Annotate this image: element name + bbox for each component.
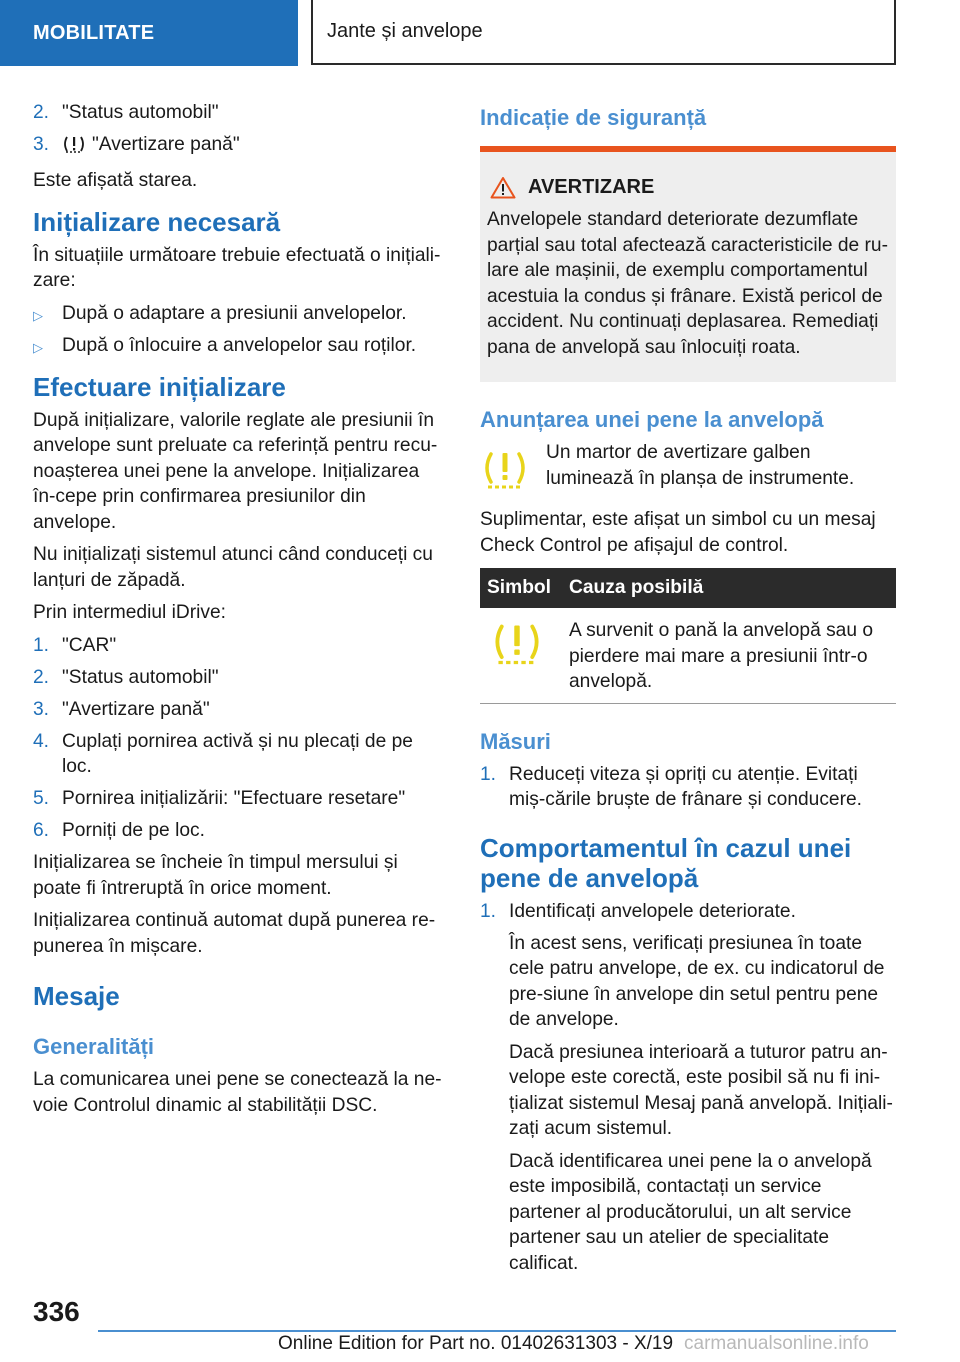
heading-perform-init: Efectuare inițializare	[33, 371, 286, 402]
table-header: Simbol	[480, 568, 562, 608]
warning-box	[480, 146, 896, 382]
heading-general: Generalități	[33, 1034, 155, 1059]
left-column	[33, 100, 443, 1125]
list-item: ▷ După o adaptare a presiunii anvelopelor.	[33, 301, 443, 327]
table-cell-symbol	[480, 608, 562, 703]
paragraph: În acest sens, verificați presiunea în toate cele patru anvelope, de ex. cu indicatorul de pre-siune în anvelope din setul pentru pene de anvelope.	[509, 932, 885, 1030]
footer-divider	[98, 1330, 896, 1332]
paragraph: Nu inițializați sistemul atunci când conduceți cu lanțuri de zăpadă.	[33, 544, 433, 591]
list-item: 5. Pornirea inițializării: "Efectuare resetare"	[33, 788, 406, 809]
warning-header	[487, 176, 890, 199]
heading-measures: Măsuri	[480, 728, 551, 754]
list-item: 2. "Status automobil"	[33, 666, 219, 688]
bullet-list	[33, 301, 443, 359]
table-row	[480, 608, 896, 703]
paragraph: Dacă presiunea interioară a tuturor patru an-velope este corectă, este posibil să nu fi ini-țializat sistemul Mesaj pană anvelopă. Inițiali-zați acum sistemul.	[509, 1041, 893, 1139]
list-item: 1. Reduceți viteza și opriți cu atenție. Evitați miș-cările bruște de frânare și conducere.	[480, 763, 862, 810]
heading-messages: Mesaje	[33, 981, 120, 1011]
list-item: 1. Identificați anvelopele deteriorate.	[480, 900, 796, 922]
table-header: Cauza posibilă	[562, 568, 896, 608]
paragraph: La comunicarea unei pene se conectează la ne-voie Controlul dinamic al stabilității DSC.	[33, 1069, 442, 1116]
flat-tire-warning-icon	[62, 134, 86, 162]
list-item: 2. "Status automobil"	[33, 102, 219, 123]
page-header	[0, 0, 960, 66]
steps-list	[33, 633, 443, 844]
menu-path-list	[33, 100, 443, 162]
list-item: 6. Porniți de pe loc.	[33, 820, 205, 841]
paragraph: Dacă identificarea unei pene la o anvelopă este imposibilă, contactați un service partener al producătorului, un alt service partener sau un atelier de specialitate calificat.	[509, 1150, 872, 1274]
edition-text: Online Edition for Part no. 01402631303 - X/19	[278, 1333, 674, 1354]
symbol-table	[480, 568, 896, 704]
warning-label: AVERTIZARE	[528, 176, 655, 198]
warning-triangle-icon	[490, 176, 516, 199]
list-item: 3. "Avertizare pană"	[33, 698, 210, 720]
indicator-text: Un martor de avertizare galben luminează în planșa de instrumente.	[546, 442, 855, 489]
heading-behavior: Comportamentul în cazul unei pene de anvelopă	[480, 832, 852, 893]
tpms-warning-icon	[487, 620, 547, 668]
list-item: 1. "CAR"	[33, 634, 117, 656]
paragraph: După inițializare, valorile reglate ale presiunii în anvelope sunt preluate ca referință pentru recu-noașterea unei pene la anvelope. Inițializarea în-cepe prin confirmarea presiunilor din anvelope.	[33, 409, 438, 533]
measures-list	[480, 762, 896, 813]
paragraph: În situațiile următoare trebuie efectuată o inițiali-zare:	[33, 244, 441, 291]
tpms-warning-icon	[480, 448, 530, 492]
indicator-row	[480, 440, 896, 497]
paragraph: Inițializarea continuă automat după punerea re-punerea în mișcare.	[33, 910, 436, 957]
heading-safety: Indicație de siguranță	[480, 105, 707, 130]
heading-announce: Anunțarea unei pene la anvelopă	[480, 407, 824, 432]
list-item: 4. Cuplați pornirea activă și nu plecați de pe loc.	[33, 730, 413, 777]
heading-init-required: Inițializare necesară	[33, 206, 281, 237]
chapter-title: Jante și anvelope	[311, 0, 896, 65]
paragraph: Inițializarea se încheie în timpul mersului și poate fi întreruptă în orice moment.	[33, 852, 398, 899]
section-tab: MOBILITATE	[0, 0, 298, 66]
page-number: 336	[33, 1296, 80, 1327]
behavior-list	[480, 899, 896, 925]
paragraph: Suplimentar, este afișat un simbol cu un mesaj Check Control pe afișajul de control.	[480, 509, 876, 556]
table-cell-cause: A survenit o pană la anvelopă sau o pierdere mai mare a presiunii într-o anvelopă.	[562, 608, 896, 703]
right-column	[480, 100, 896, 1283]
triangle-bullet-icon: ▷	[33, 340, 43, 355]
list-item: 3. "Avertizare pană"	[33, 132, 443, 162]
triangle-bullet-icon: ▷	[33, 307, 43, 323]
watermark: carmanualsonline.info	[684, 1333, 869, 1354]
warning-text: Anvelopele standard deteriorate dezumflate parțial sau total afectează caracteristicile de ru-lare ale mașinii, de exemplu comportamentul acestuia la condus și frânare. Există pericol de accident. Nu continuați deplasarea. Remediați pana de anvelopă sau înlocuiți roata.	[487, 209, 888, 358]
paragraph: Prin intermediul iDrive:	[33, 602, 226, 623]
list-item: ▷ După o înlocuire a anvelopelor sau roților.	[33, 333, 443, 359]
status-text: Este afișată starea.	[33, 170, 198, 191]
